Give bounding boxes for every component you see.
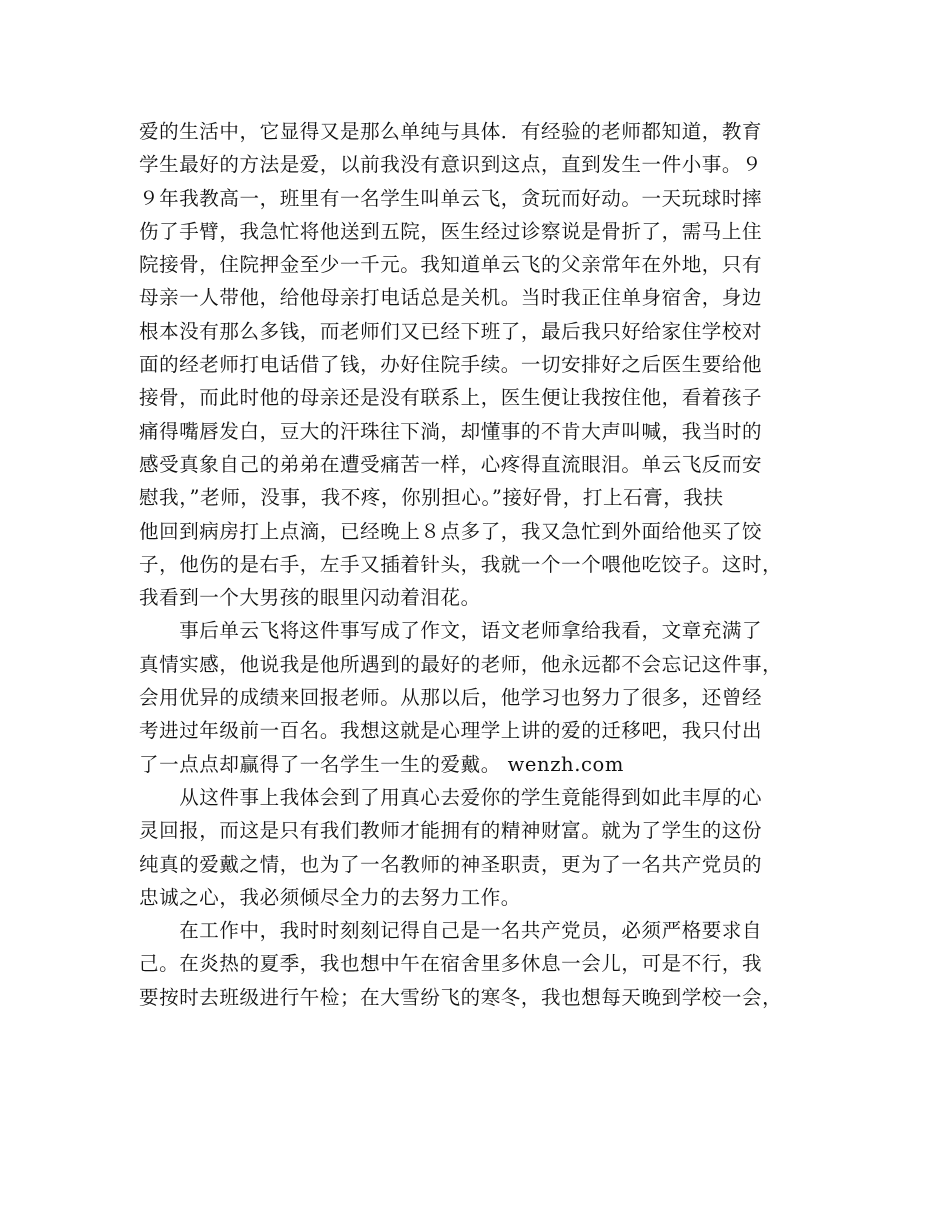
text-line: 我看到一个大男孩的眼里闪动着泪花。 (139, 586, 481, 610)
text-line: 子，他伤的是右手，左手又插着针头，我就一个一个喂他吃饺子。这时， (139, 552, 783, 576)
text-line: 他回到病房打上点滴，已经晚上８点多了，我又急忙到外面给他买了饺 (139, 519, 763, 543)
text-line: 要按时去班级进行午检；在大雪纷飞的寒冬，我也想每天晚到学校一会， (139, 985, 783, 1009)
text-line: 爱的生活中，它显得又是那么单纯与具体．有经验的老师都知道，教育 (139, 120, 763, 143)
text-line: 己。在炎热的夏季，我也想中午在宿舍里多休息一会儿，可是不行，我 (139, 952, 763, 976)
text-line: 面的经老师打电话借了钱，办好住院手续。一切安排好之后医生要给他 (139, 353, 763, 377)
text-line: 了一点点却赢得了一名学生一生的爱戴。 wenzh.com (139, 752, 624, 776)
text-line: 从这件事上我体会到了用真心去爱你的学生竟能得到如此丰厚的心 (139, 785, 763, 809)
text-line: 伤了手臂，我急忙将他送到五院，医生经过诊察说是骨折了，需马上住 (139, 219, 763, 243)
text-line: 根本没有那么多钱，而老师们又已经下班了，最后我只好给家住学校对 (139, 319, 763, 343)
text-line: 慰我，”老师，没事，我不疼，你别担心。”接好骨，打上石膏，我扶 (139, 486, 724, 510)
text-line: 忠诚之心，我必须倾尽全力的去努力工作。 (139, 885, 521, 909)
text-line: 事后单云飞将这件事写成了作文，语文老师拿给我看，文章充满了 (139, 619, 763, 643)
text-line: 真情实感，他说我是他所遇到的最好的老师，他永远都不会忘记这件事， (139, 652, 783, 676)
text-line: 考进过年级前一百名。我想这就是心理学上讲的爱的迁移吧，我只付出 (139, 719, 763, 743)
text-line: 在工作中，我时时刻刻记得自己是一名共产党员，必须严格要求自 (139, 919, 763, 943)
text-line: 院接骨，住院押金至少一千元。我知道单云飞的父亲常年在外地，只有 (139, 253, 763, 277)
document-body (139, 115, 821, 1014)
text-line: 会用优异的成绩来回报老师。从那以后，他学习也努力了很多，还曾经 (139, 686, 763, 710)
text-line: 感受真象自己的弟弟在遭受痛苦一样，心疼得直流眼泪。单云飞反而安 (139, 452, 763, 476)
text-line: 纯真的爱戴之情，也为了一名教师的神圣职责，更为了一名共产党员的 (139, 852, 763, 876)
text-line: 母亲一人带他，给他母亲打电话总是关机。当时我正住单身宿舍，身边 (139, 286, 763, 310)
text-line: 灵回报，而这是只有我们教师才能拥有的精神财富。就为了学生的这份 (139, 819, 763, 843)
text-line: 学生最好的方法是爱，以前我没有意识到这点，直到发生一件小事。９ (139, 153, 763, 177)
text-line: ９年我教高一，班里有一名学生叫单云飞，贪玩而好动。一天玩球时摔 (139, 186, 763, 210)
text-line: 痛得嘴唇发白，豆大的汗珠往下淌，却懂事的不肯大声叫喊，我当时的 (139, 419, 763, 443)
text-line: 接骨，而此时他的母亲还是没有联系上，医生便让我按住他，看着孩子 (139, 386, 763, 410)
